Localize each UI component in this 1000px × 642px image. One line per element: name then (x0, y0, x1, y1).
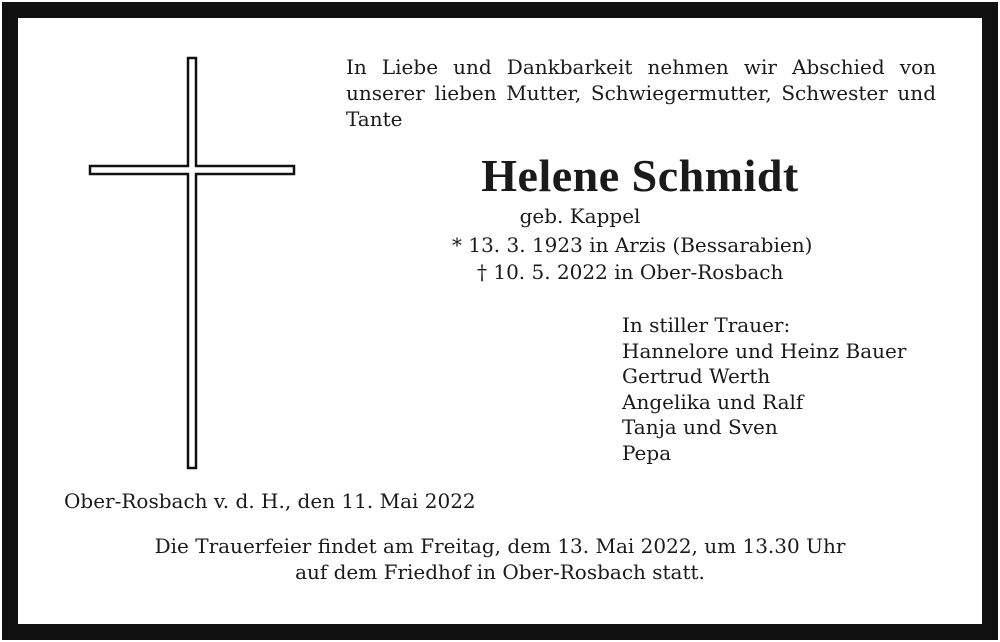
intro-text: In Liebe und Dankbarkeit nehmen wir Abschied von unserer lieben Mutter, Schwiegermutter, Schwester und Tante (346, 55, 936, 131)
place-and-date: Ober-Rosbach v. d. H., den 11. Mai 2022 (64, 489, 476, 513)
mourner-name: Hannelore und Heinz Bauer (622, 338, 907, 363)
mourner-name: Tanja und Sven (622, 415, 778, 439)
funeral-line-1: Die Trauerfeier findet am Freitag, dem 13. Mai 2022, um 13.30 Uhr (154, 534, 846, 558)
death-date: † 10. 5. 2022 in Ober-Rosbach (477, 260, 784, 284)
birth-name: geb. Kappel (519, 204, 641, 228)
deceased-name: Helene Schmidt (481, 150, 799, 201)
funeral-line-2: auf dem Friedhof in Ober-Rosbach statt. (295, 560, 705, 584)
mourner-name: Gertrud Werth (622, 364, 771, 388)
mourners-list (622, 313, 906, 466)
mourner-name: Pepa (622, 440, 672, 465)
mourners-heading: In stiller Trauer: (622, 313, 791, 337)
cross-icon (88, 56, 298, 470)
funeral-info (100, 533, 900, 585)
mourner-name: Angelika und Ralf (622, 389, 804, 414)
birth-date: * 13. 3. 1923 in Arzis (Bessarabien) (452, 233, 813, 257)
